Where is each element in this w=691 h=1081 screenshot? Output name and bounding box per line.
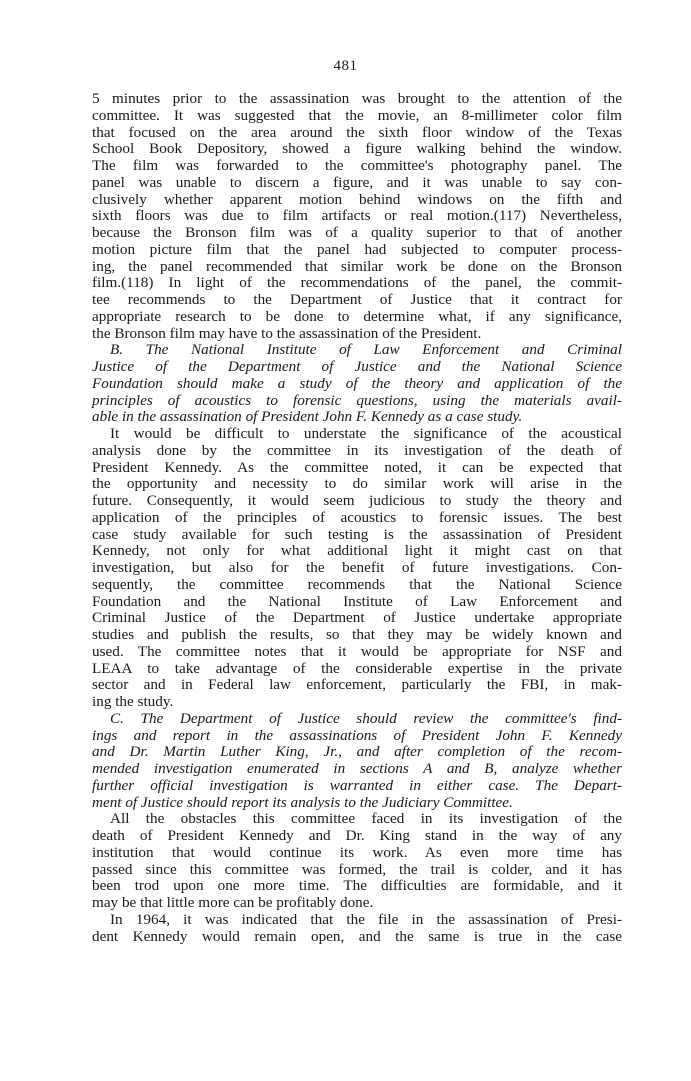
text-line: dent Kennedy would remain open, and the same is true in the case (92, 927, 622, 945)
text-line: B. The National Institute of Law Enforcement and Criminal (110, 341, 622, 359)
text-line: It would be difficult to understate the significance of the acoustical (110, 425, 622, 442)
paragraph (92, 811, 622, 912)
text-line: case study available for such testing is the assassination of President (92, 525, 622, 543)
paragraph (92, 91, 622, 342)
text-line: and Dr. Martin Luther King, Jr., and after completion of the recom- (92, 743, 622, 761)
paragraph (92, 912, 622, 946)
body-text (92, 91, 622, 945)
text-line: ment of Justice should report its analysis to the Judiciary Committee. (92, 793, 513, 811)
text-line: principles of acoustics to forensic questions, using the materials avail- (92, 391, 622, 409)
text-line: future. Consequently, it would seem judicious to study the theory and (92, 492, 622, 509)
text-line: sixth floors was due to film artifacts or real motion.(117) Nevertheless, (92, 207, 622, 225)
text-line: Justice of the Department of Justice and the National Science (92, 358, 622, 375)
text-line: ing, the panel recommended that similar work be done on the Bronson (92, 257, 622, 275)
text-line: tee recommends to the Department of Justice that it contract for (92, 291, 622, 308)
text-line: sector and in Federal law enforcement, particularly the FBI, in mak- (92, 676, 622, 694)
text-line: panel was unable to discern a figure, and it was unable to say con- (92, 173, 622, 191)
text-line: able in the assassination of President John F. Kennedy as a case study. (92, 408, 523, 426)
text-line: studies and publish the results, so that they may be widely known and (92, 626, 622, 643)
text-line: appropriate research to be done to determine what, if any significance, (92, 307, 622, 325)
text-line: investigation, but also for the benefit of future investigations. Con- (92, 559, 622, 576)
text-line: Criminal Justice of the Department of Justice undertake appropriate (92, 609, 622, 627)
text-line: clusively whether apparent motion behind windows on the fifth and (92, 190, 622, 208)
text-line: Foundation and the National Institute of Law Enforcement and (92, 592, 622, 610)
text-line: LEAA to take advantage of the considerable expertise in the private (92, 659, 622, 677)
text-line: School Book Depository, showed a figure walking behind the window. (92, 140, 622, 158)
text-line: 5 minutes prior to the assassination was brought to the attention of the (92, 90, 622, 107)
text-line: the opportunity and necessity to do similar work will arise in the (92, 475, 622, 493)
text-line: been trod upon one more time. The difficulties are formidable, and it (92, 877, 622, 895)
text-line: used. The committee notes that it would be appropriate for NSF and (92, 642, 622, 660)
text-line: Foundation should make a study of the theory and application of the (92, 374, 622, 392)
text-line: committee. It was suggested that the movie, an 8-millimeter color film (92, 106, 622, 124)
text-line: film.(118) In light of the recommendations of the panel, the commit- (92, 274, 622, 292)
text-line: institution that would continue its work. As even more time has (92, 843, 622, 861)
paragraph (92, 426, 622, 711)
recommendation-heading (92, 711, 622, 812)
text-line: the Bronson film may have to the assassination of the President. (92, 324, 482, 342)
text-line: In 1964, it was indicated that the file in the assassination of Presi- (110, 910, 622, 928)
text-line: death of President Kennedy and Dr. King stand in the way of any (92, 827, 622, 844)
text-line: that focused on the area around the sixth floor window of the Texas (92, 123, 622, 141)
text-line: Kennedy, not only for what additional light it might cast on that (92, 542, 622, 560)
text-line: further official investigation is warranted in either case. The Depart- (92, 776, 622, 794)
text-line: may be that little more can be profitably done. (92, 894, 374, 911)
page-number: 481 (333, 58, 358, 74)
text-line: C. The Department of Justice should review the committee's find- (110, 709, 622, 727)
text-line: analysis done by the committee in its investigation of the death of (92, 441, 622, 459)
text-line: The film was forwarded to the committee's photography panel. The (92, 157, 622, 174)
text-line: motion picture film that the panel had subjected to computer process- (92, 240, 622, 258)
text-line: mended investigation enumerated in sections A and B, analyze whether (92, 760, 622, 777)
text-line: passed since this committee was formed, the trail is colder, and it has (92, 860, 622, 878)
text-line: because the Bronson film was of a quality superior to that of another (92, 224, 622, 241)
text-line: All the obstacles this committee faced in its investigation of the (110, 810, 622, 828)
text-line: application of the principles of acoustics to forensic issues. The best (92, 508, 622, 526)
text-line: President Kennedy. As the committee noted, it can be expected that (92, 458, 622, 476)
text-line: ing the study. (92, 693, 174, 710)
text-line: ings and report in the assassinations of President John F. Kennedy (92, 726, 622, 744)
recommendation-heading (92, 342, 622, 426)
text-line: sequently, the committee recommends that the National Science (92, 575, 622, 593)
